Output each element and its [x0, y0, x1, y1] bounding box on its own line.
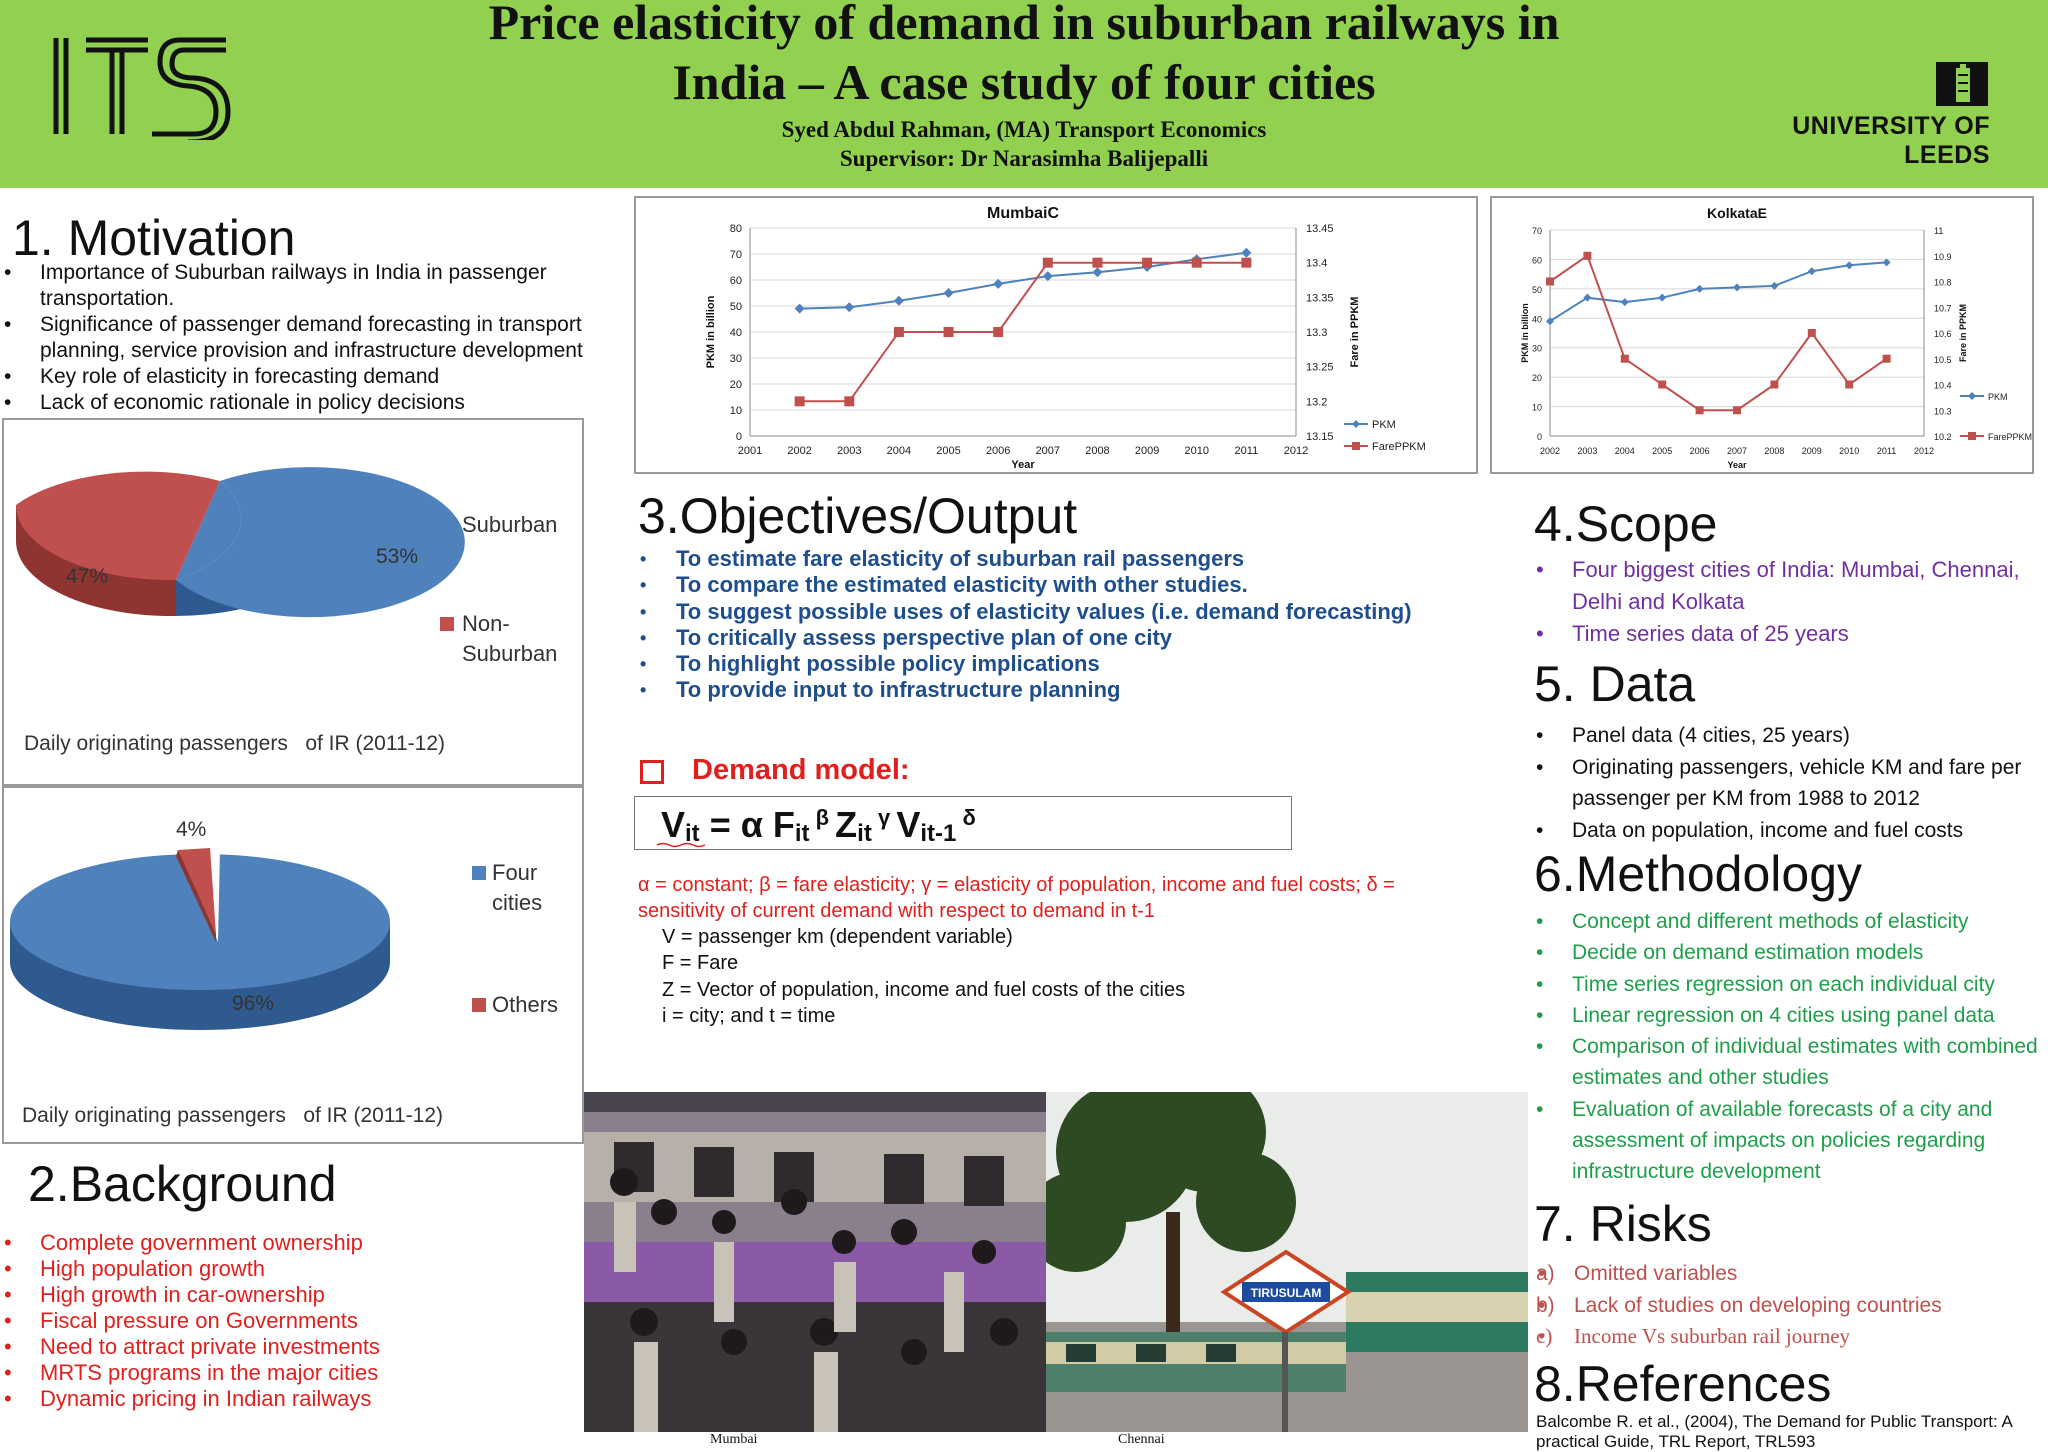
data-point-FarePPKM: [1808, 329, 1816, 337]
demand-model-heading: Demand model:: [692, 754, 910, 786]
station-sign: TIRUSULAM: [1250, 1286, 1322, 1300]
x-tick-label: 2004: [1614, 446, 1635, 456]
y-axis-label: PKM in billion: [705, 295, 717, 369]
legend-marker: [1352, 442, 1360, 450]
chart-title: KolkataE: [1707, 205, 1767, 221]
data-point-PKM: [894, 296, 904, 306]
x-tick-label: 2003: [837, 445, 862, 457]
pie-chart-suburban-panel: [2, 418, 584, 786]
list-item: • Concept and different methods of elasticity: [1534, 906, 2048, 937]
data-point-FarePPKM: [1621, 355, 1629, 363]
data-point-FarePPKM: [993, 327, 1003, 337]
data-point-FarePPKM: [1733, 406, 1741, 414]
x-tick-label: 2008: [1085, 445, 1110, 457]
data-point-FarePPKM: [1192, 258, 1202, 268]
x-tick-label: 2006: [985, 445, 1011, 457]
legend-four: Four: [492, 860, 538, 885]
pie-chart-four-cities-panel: [2, 786, 584, 1144]
data-list: [1534, 720, 2048, 846]
risk-label: • c): [1536, 1324, 1553, 1348]
series-line-PKM: [800, 253, 1247, 309]
x-tick-label: 2009: [1801, 446, 1822, 456]
y2-tick-label: 10.3: [1934, 406, 1952, 417]
list-item: • Complete government ownership: [2, 1230, 562, 1256]
y2-tick-label: 13.2: [1306, 396, 1328, 409]
risks-heading: 7. Risks: [1534, 1196, 1712, 1252]
poster-title-line1: Price elasticity of demand in suburban railways in: [488, 0, 1560, 50]
y-tick-label: 0: [1536, 432, 1542, 442]
pie-label-47: 47%: [66, 565, 109, 588]
chart-title: MumbaiC: [987, 205, 1059, 222]
model-var: V = passenger km (dependent variable): [662, 926, 1013, 948]
pie-chart-four-cities: [4, 788, 582, 1088]
poster-title-line2: India – A case study of four cities: [672, 54, 1376, 110]
scope-heading: 4.Scope: [1534, 496, 1718, 552]
legend-label: FarePPKM: [1372, 441, 1426, 453]
university-crest-icon: [1934, 60, 1990, 108]
university-name: UNIVERSITY OF LEEDS: [1792, 112, 1990, 169]
data-point-FarePPKM: [894, 327, 904, 337]
legend-cities: cities: [492, 890, 543, 915]
methodology-list: [1534, 906, 2048, 1188]
x-tick-label: 2007: [1726, 446, 1748, 456]
y-tick-label: 70: [1531, 226, 1542, 236]
data-point-PKM: [1658, 294, 1666, 302]
list-item: • Time series data of 25 years: [1534, 618, 2034, 650]
x-tick-label: 2012: [1913, 446, 1935, 456]
legend-suburban: Suburban: [462, 512, 558, 537]
references-heading: 8.References: [1534, 1356, 1832, 1412]
pie-label-53: 53%: [376, 545, 419, 568]
list-item: • To critically assess perspective plan of one city: [638, 625, 1498, 651]
x-tick-label: 2001: [737, 445, 763, 457]
risk-text: Lack of studies on developing countries: [1574, 1293, 1942, 1317]
risk-label: • a): [1536, 1262, 1555, 1285]
list-item: • Lack of economic rationale in policy decisions: [2, 390, 602, 416]
y2-axis-label: Fare in PPKM: [1349, 296, 1361, 368]
x-tick-label: 2005: [1652, 446, 1673, 456]
legend-label: PKM: [1988, 392, 2008, 402]
y-tick-label: 0: [735, 431, 742, 443]
x-tick-label: 2005: [936, 445, 961, 457]
pie-label-96: 96%: [232, 992, 275, 1015]
checkbox-square-icon: [640, 760, 664, 784]
x-tick-label: 2009: [1134, 445, 1160, 457]
photo-caption-mumbai: Mumbai: [710, 1432, 758, 1447]
risk-text: Income Vs suburban rail journey: [1574, 1324, 1851, 1348]
data-point-PKM: [1241, 248, 1251, 258]
y-tick-label: 70: [729, 249, 742, 261]
data-point-FarePPKM: [1583, 252, 1591, 260]
kolkata-line-chart: [1492, 198, 2032, 472]
list-item: • To suggest possible uses of elasticity values (i.e. demand forecasting): [638, 599, 1498, 625]
y2-tick-label: 10.7: [1934, 303, 1952, 314]
list-item: [1536, 1258, 2046, 1290]
list-item: • Importance of Suburban railways in India in passenger transportation.: [2, 260, 602, 312]
data-point-FarePPKM: [1043, 258, 1053, 268]
y-tick-label: 80: [729, 223, 742, 235]
its-logo: [48, 34, 234, 140]
list-item: • Decide on demand estimation models: [1534, 937, 2048, 968]
data-point-PKM: [944, 288, 954, 298]
svg-text:Vit = α Fit β Zit γ Vit-1 δ: Vit = α Fit $^\beta$ Zit $^\gamma$ Vit-1 $^\delta$: [661, 804, 976, 847]
data-point-FarePPKM: [1770, 381, 1778, 389]
model-var: F = Fare: [662, 952, 739, 975]
list-item: • MRTS programs in the major cities: [2, 1360, 562, 1386]
data-point-PKM: [1696, 285, 1704, 293]
supervisor-line: Supervisor: Dr Narasimha Balijepalli: [839, 146, 1209, 171]
x-tick-label: 2012: [1283, 445, 1309, 457]
x-axis-label: Year: [1727, 460, 1747, 470]
objectives-heading: 3.Objectives/Output: [638, 488, 1078, 544]
y-tick-label: 30: [1531, 343, 1542, 354]
references-text: [1536, 1412, 2046, 1452]
methodology-heading: 6.Methodology: [1534, 846, 1863, 902]
list-item: • Key role of elasticity in forecasting demand: [2, 364, 602, 390]
model-variables: [662, 924, 1482, 1029]
list-item: • Fiscal pressure on Governments: [2, 1308, 562, 1334]
y-axis-label: PKM in billion: [1520, 303, 1530, 363]
data-point-FarePPKM: [1845, 381, 1853, 389]
pie-chart-suburban: [4, 420, 582, 720]
list-item: • High growth in car-ownership: [2, 1282, 562, 1308]
model-var: i = city; and t = time: [662, 1004, 836, 1027]
data-point-FarePPKM: [1142, 258, 1152, 268]
mumbai-train-photo: [584, 1092, 1046, 1432]
model-var: Z = Vector of population, income and fuel costs of the cities: [662, 978, 1186, 1001]
y2-tick-label: 10.6: [1934, 329, 1952, 339]
data-point-PKM: [844, 302, 854, 312]
legend-marker: [1352, 420, 1360, 428]
list-item: • Time series regression on each individual city: [1534, 969, 2048, 1000]
y2-tick-label: 13.45: [1306, 223, 1334, 235]
y-tick-label: 10: [729, 405, 742, 417]
y-tick-label: 60: [1531, 255, 1542, 266]
pie2-caption: Daily originating passengers of IR (2011-12): [22, 1104, 443, 1127]
data-point-PKM: [795, 304, 805, 314]
motivation-heading: 1. Motivation: [12, 210, 296, 266]
background-list: [2, 1230, 562, 1412]
y2-tick-label: 10.8: [1934, 277, 1952, 288]
legend-marker: [1968, 392, 1976, 400]
list-item: [1536, 1290, 2046, 1322]
legend-label: PKM: [1372, 419, 1396, 431]
risk-text: Omitted variables: [1574, 1262, 1738, 1285]
data-point-FarePPKM: [1696, 406, 1704, 414]
list-item: • Data on population, income and fuel costs: [1534, 815, 2048, 847]
x-tick-label: 2006: [1689, 446, 1710, 456]
risk-label: • b): [1536, 1293, 1555, 1317]
objectives-list: [638, 546, 1498, 704]
author-line: Syed Abdul Rahman, (MA) Transport Economics: [781, 117, 1267, 142]
y2-tick-label: 11: [1934, 226, 1944, 236]
background-heading: 2.Background: [28, 1156, 337, 1212]
legend-non: Non-: [462, 611, 510, 636]
y2-tick-label: 10.5: [1934, 354, 1952, 365]
demand-formula: [635, 797, 1291, 849]
legend-suburban-2: Suburban: [462, 641, 558, 666]
y2-tick-label: 10.4: [1934, 380, 1952, 391]
y2-tick-label: 10.9: [1934, 251, 1952, 262]
reference-line: Balcombe R. et al., (2004), The Demand for Public Transport: A: [1536, 1412, 2013, 1431]
series-line-FarePPKM: [1550, 256, 1887, 411]
y2-tick-label: 13.25: [1306, 361, 1334, 374]
list-item: [1536, 1321, 2046, 1353]
y-tick-label: 20: [1531, 373, 1542, 384]
list-item: • To estimate fare elasticity of suburban rail passengers: [638, 546, 1498, 572]
pie1-caption: Daily originating passengers of IR (2011-12): [24, 732, 445, 755]
pie-label-4: 4%: [176, 818, 207, 841]
data-point-FarePPKM: [795, 396, 805, 406]
formula-box: [634, 796, 1292, 850]
y2-tick-label: 13.15: [1306, 431, 1334, 443]
legend-label: FarePPKM: [1988, 432, 2032, 442]
list-item: • High population growth: [2, 1256, 562, 1282]
y-tick-label: 50: [729, 301, 742, 313]
x-tick-label: 2011: [1876, 446, 1897, 456]
list-item: • Linear regression on 4 cities using panel data: [1534, 1000, 2048, 1031]
list-item: • Evaluation of available forecasts of a city and assessment of impacts on policies regarding infrastructure development: [1534, 1094, 2048, 1188]
data-point-PKM: [1808, 267, 1816, 275]
model-definitions: [638, 872, 1498, 924]
data-point-PKM: [1845, 261, 1853, 269]
data-point-FarePPKM: [1883, 355, 1891, 363]
list-item: • Significance of passenger demand forecasting in transport planning, service provision and infrastructure development: [2, 312, 602, 364]
y2-tick-label: 13.3: [1306, 327, 1328, 339]
list-item: • Dynamic pricing in Indian railways: [2, 1386, 562, 1412]
y2-tick-label: 13.4: [1306, 257, 1328, 270]
data-point-FarePPKM: [1658, 381, 1666, 389]
data-heading: 5. Data: [1534, 656, 1696, 712]
x-tick-label: 2003: [1577, 446, 1598, 456]
list-item: • To compare the estimated elasticity with other studies.: [638, 572, 1498, 598]
list-item: • Four biggest cities of India: Mumbai, Chennai, Delhi and Kolkata: [1534, 554, 2034, 618]
model-def-line2: sensitivity of current demand with respect to demand in t-1: [638, 900, 1155, 922]
photo-caption-chennai: Chennai: [1118, 1432, 1165, 1447]
x-tick-label: 2007: [1035, 445, 1061, 457]
list-item: • Need to attract private investments: [2, 1334, 562, 1360]
data-point-FarePPKM: [844, 396, 854, 406]
list-item: • Panel data (4 cities, 25 years): [1534, 720, 2048, 752]
y-tick-label: 10: [1531, 402, 1542, 413]
reference-line: practical Guide, TRL Report, TRL593: [1536, 1432, 1816, 1451]
y2-axis-label: Fare in PPKM: [1958, 303, 1968, 363]
data-point-FarePPKM: [1546, 278, 1554, 286]
risks-list: [1536, 1258, 2046, 1353]
y-tick-label: 40: [1531, 314, 1542, 325]
y-tick-label: 60: [729, 275, 742, 287]
mumbai-line-chart: [636, 198, 1476, 472]
motivation-list: [2, 260, 602, 416]
list-item: • To highlight possible policy implications: [638, 651, 1498, 677]
x-tick-label: 2010: [1184, 445, 1209, 457]
kolkata-chart-panel: [1490, 196, 2034, 474]
legend-marker: [1968, 432, 1976, 440]
data-point-PKM: [1733, 283, 1741, 291]
x-tick-label: 2002: [1539, 446, 1561, 456]
mumbai-chart-panel: [634, 196, 1478, 474]
x-tick-label: 2002: [787, 445, 812, 457]
y-tick-label: 40: [729, 327, 742, 339]
x-axis-label: Year: [1011, 459, 1035, 471]
x-tick-label: 2011: [1234, 445, 1259, 457]
list-item: • Originating passengers, vehicle KM and fare per passenger per KM from 1988 to 2012: [1534, 752, 2048, 815]
y2-tick-label: 13.35: [1306, 292, 1334, 305]
y2-tick-label: 10.2: [1934, 432, 1952, 442]
data-point-PKM: [1621, 298, 1629, 306]
x-tick-label: 2004: [886, 445, 912, 457]
list-item: • Comparison of individual estimates with combined estimates and other studies: [1534, 1031, 2048, 1094]
x-tick-label: 2010: [1839, 446, 1860, 456]
data-point-FarePPKM: [1092, 258, 1102, 268]
model-def-line1: α = constant; β = fare elasticity; γ = elasticity of population, income and fuel costs; δ =: [638, 874, 1395, 896]
data-point-FarePPKM: [944, 327, 954, 337]
data-point-PKM: [1092, 267, 1102, 277]
data-point-FarePPKM: [1241, 258, 1251, 268]
chennai-train-photo: [1046, 1092, 1528, 1432]
x-tick-label: 2008: [1764, 446, 1785, 456]
y-tick-label: 20: [729, 379, 742, 391]
y-tick-label: 50: [1531, 284, 1542, 295]
list-item: • To provide input to infrastructure planning: [638, 677, 1498, 703]
y-tick-label: 30: [729, 353, 742, 365]
scope-list: [1534, 554, 2034, 650]
legend-others: Others: [492, 992, 559, 1017]
